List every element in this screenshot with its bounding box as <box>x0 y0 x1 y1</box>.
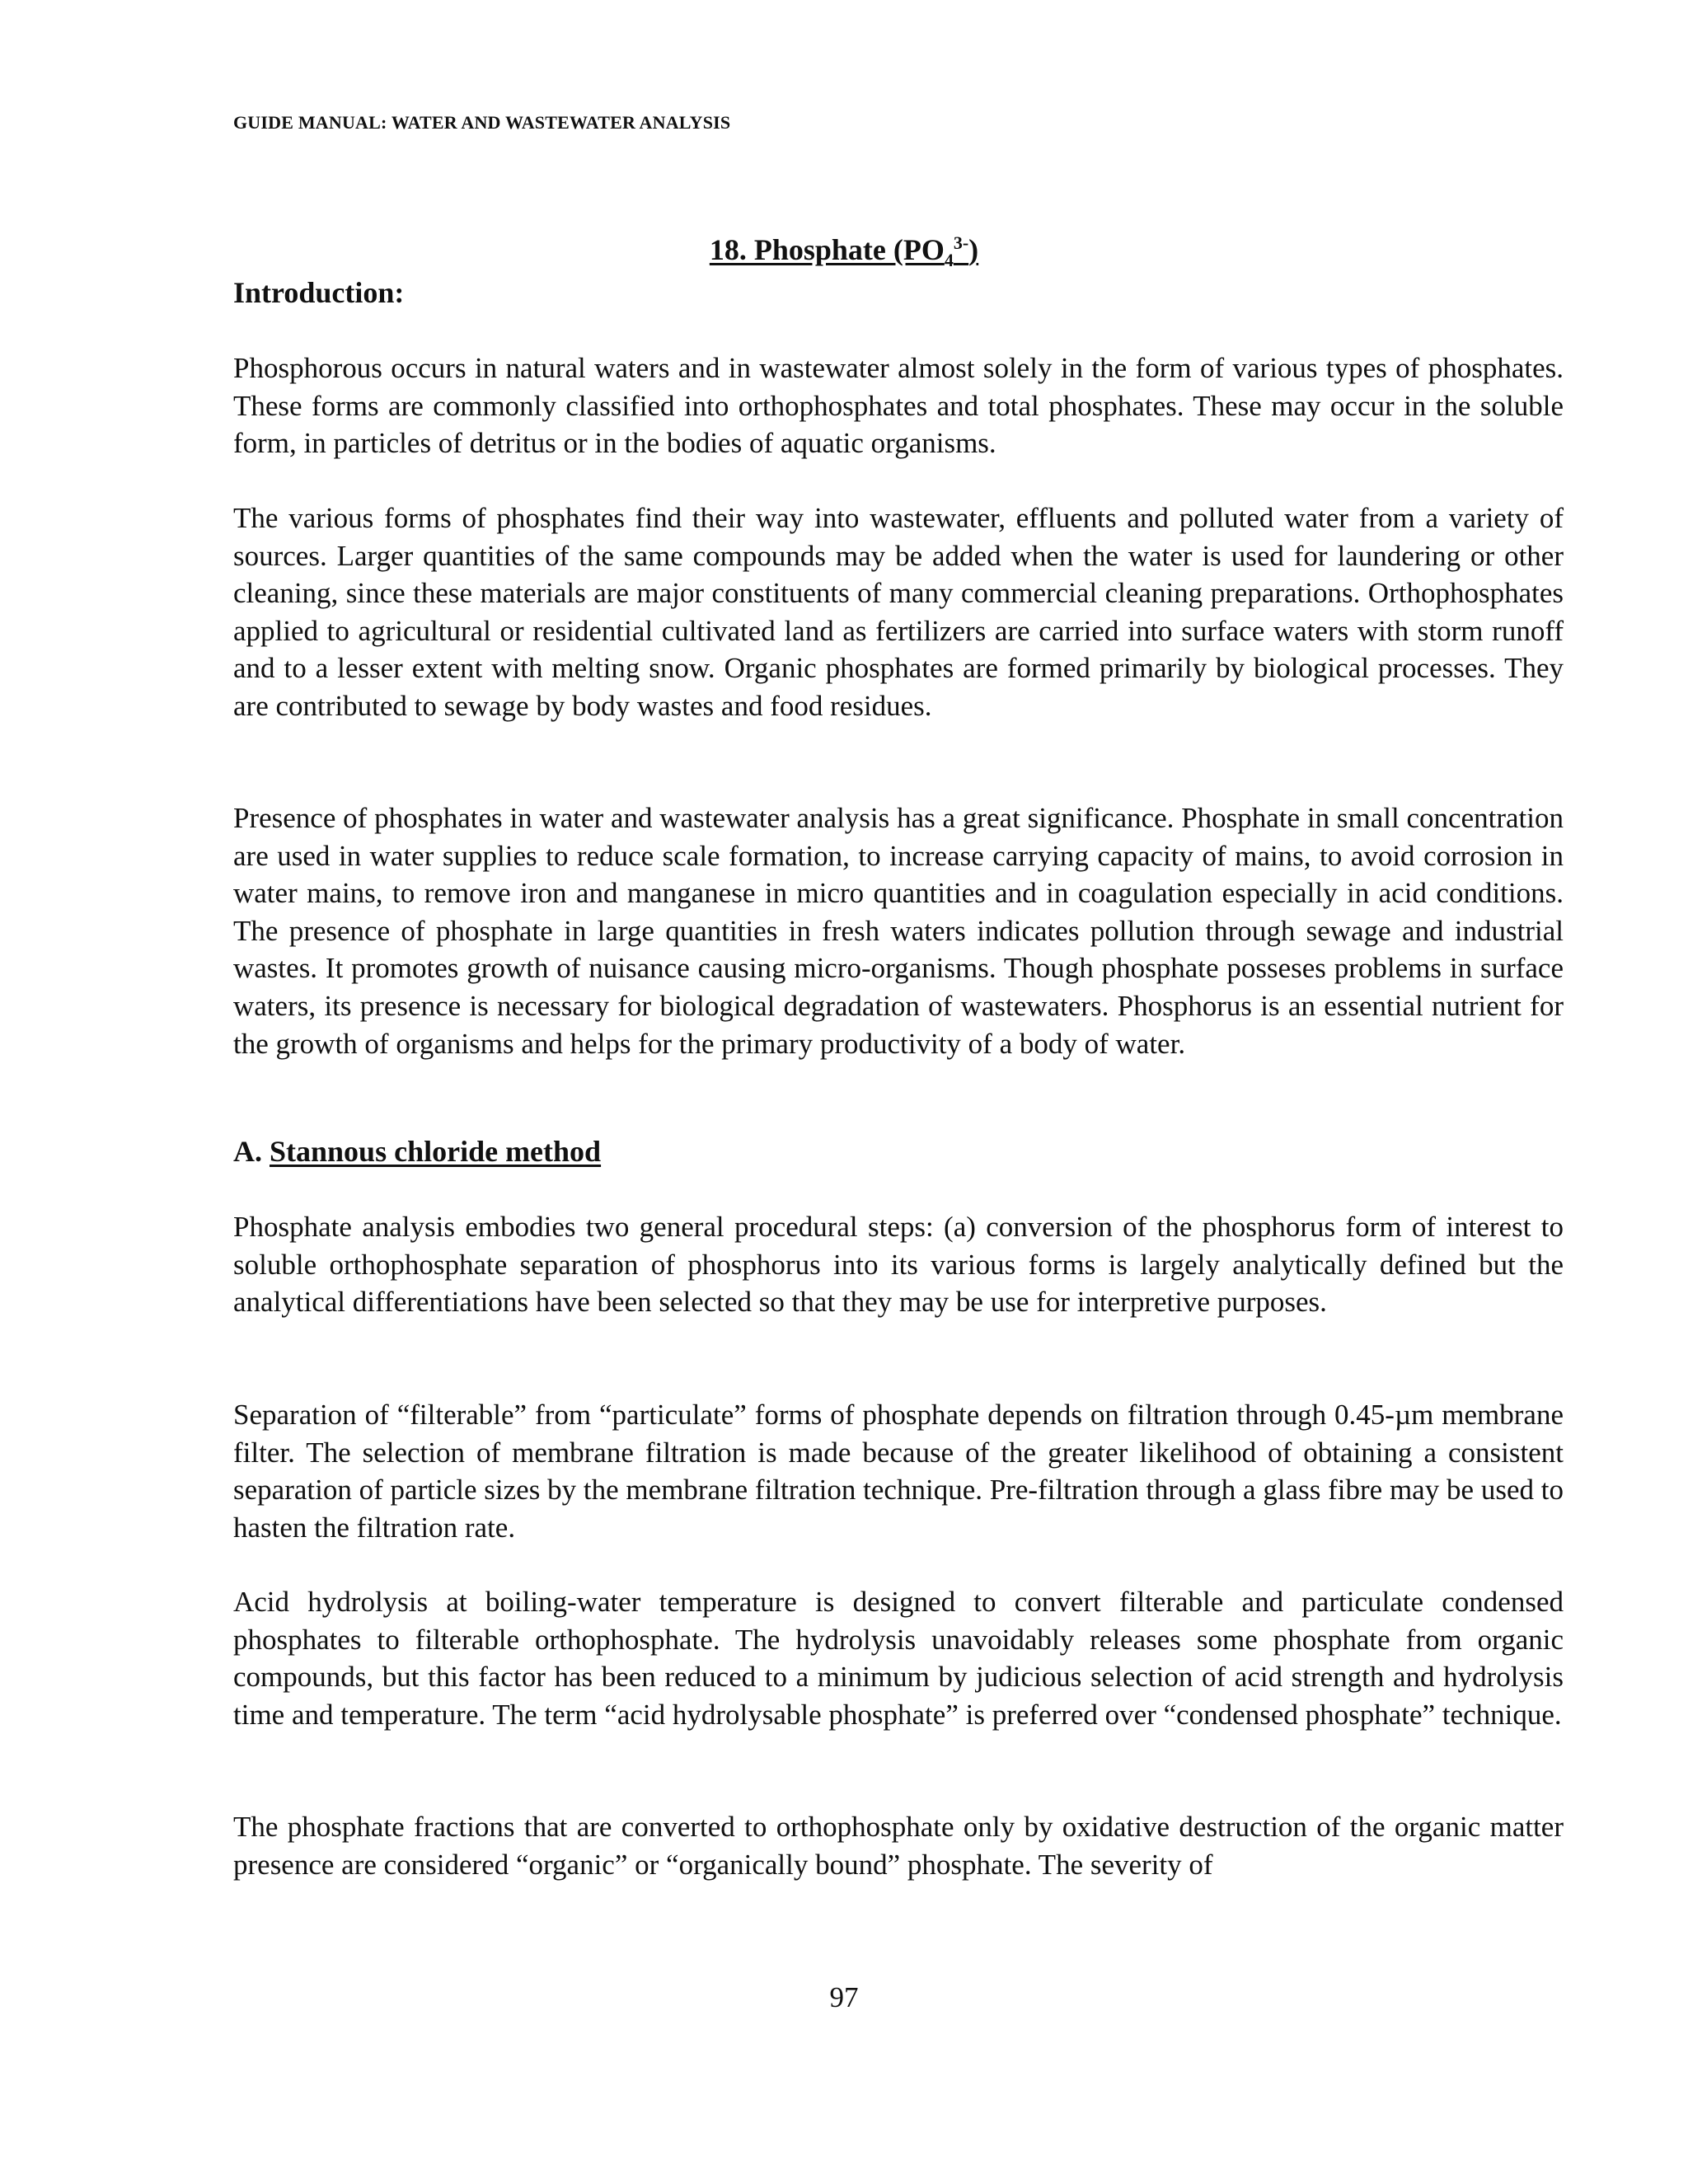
running-header: GUIDE MANUAL: WATER AND WASTEWATER ANALYSIS <box>233 112 731 133</box>
section-a-paragraph-4: The phosphate fractions that are converted to orthophosphate only by oxidative destruction of the organic matter presence are considered “organic” or “organically bound” phosphate. The severity of <box>233 1811 1564 1881</box>
section-a-heading <box>233 1134 601 1169</box>
formula-close: ) <box>968 233 979 266</box>
introduction-heading: Introduction: <box>233 276 405 309</box>
chapter-title-text: 18. Phosphate (PO <box>709 233 945 266</box>
section-a-paragraph-3: Acid hydrolysis at boiling-water temperature is designed to convert filterable and particulate condensed phosphates to filterable orthophosphate. The hydrolysis unavoidably releases some phosphate from organic compounds, but this factor has been reduced to a minimum by judicious selection of acid strength and hydrolysis time and temperature. The term “acid hydrolysable phosphate” is preferred over “condensed phosphate” technique. <box>233 1586 1564 1731</box>
formula-superscript: 3- <box>953 232 969 253</box>
page-number: 97 <box>829 1981 859 2013</box>
intro-paragraph-3: Presence of phosphates in water and wastewater analysis has a great significance. Phosphate in small concentration are used in water supplies to reduce scale formation, to increase carrying capacity of mains, to avoid corrosion in water mains, to remove iron and manganese in micro quantities and in coagulation especially in acid conditions. The presence of phosphate in large quantities in fresh waters indicates pollution through sewage and industrial wastes. It promotes growth of nuisance causing micro-organisms. Though phosphate posseses problems in surface waters, its presence is necessary for biological degradation of wastewaters. Phosphorus is an essential nutrient for the growth of organisms and helps for the primary productivity of a body of water. <box>233 802 1564 1060</box>
formula-subscript: 4 <box>944 250 954 271</box>
intro-paragraph-1: Phosphorous occurs in natural waters and in wastewater almost solely in the form of various types of phosphates. These forms are commonly classified into orthophosphates and total phosphates. These may occur in the soluble form, in particles of detritus or in the bodies of aquatic organisms. <box>233 352 1564 460</box>
intro-paragraph-2: The various forms of phosphates find their way into wastewater, effluents and polluted water from a variety of sources. Larger quantities of the same compounds may be added when the water is used for laundering or other cleaning, since these materials are major constituents of many commercial cleaning preparations. Orthophosphates applied to agricultural or residential cultivated land as fertilizers are carried into surface waters with storm runoff and to a lesser extent with melting snow. Organic phosphates are formed primarily by biological processes. They are contributed to sewage by body wastes and food residues. <box>233 502 1564 722</box>
section-a-title: Stannous chloride method <box>270 1135 602 1168</box>
section-a-prefix: A. <box>233 1135 270 1168</box>
section-a-paragraph-1: Phosphate analysis embodies two general procedural steps: (a) conversion of the phosphorus form of interest to soluble orthophosphate separation of phosphorus into its various forms is largely analytically defined but the analytical differentiations have been selected so that they may be use for interpretive purposes. <box>233 1211 1564 1319</box>
chapter-title <box>0 232 1688 271</box>
section-a-paragraph-2: Separation of “filterable” from “particulate” forms of phosphate depends on filtration through 0.45-µm membrane filter. The selection of membrane filtration is made because of the greater likelihood of obtaining a consistent separation of particle sizes by the membrane filtration technique. Pre-filtration through a glass fibre may be used to hasten the filtration rate. <box>233 1399 1564 1544</box>
